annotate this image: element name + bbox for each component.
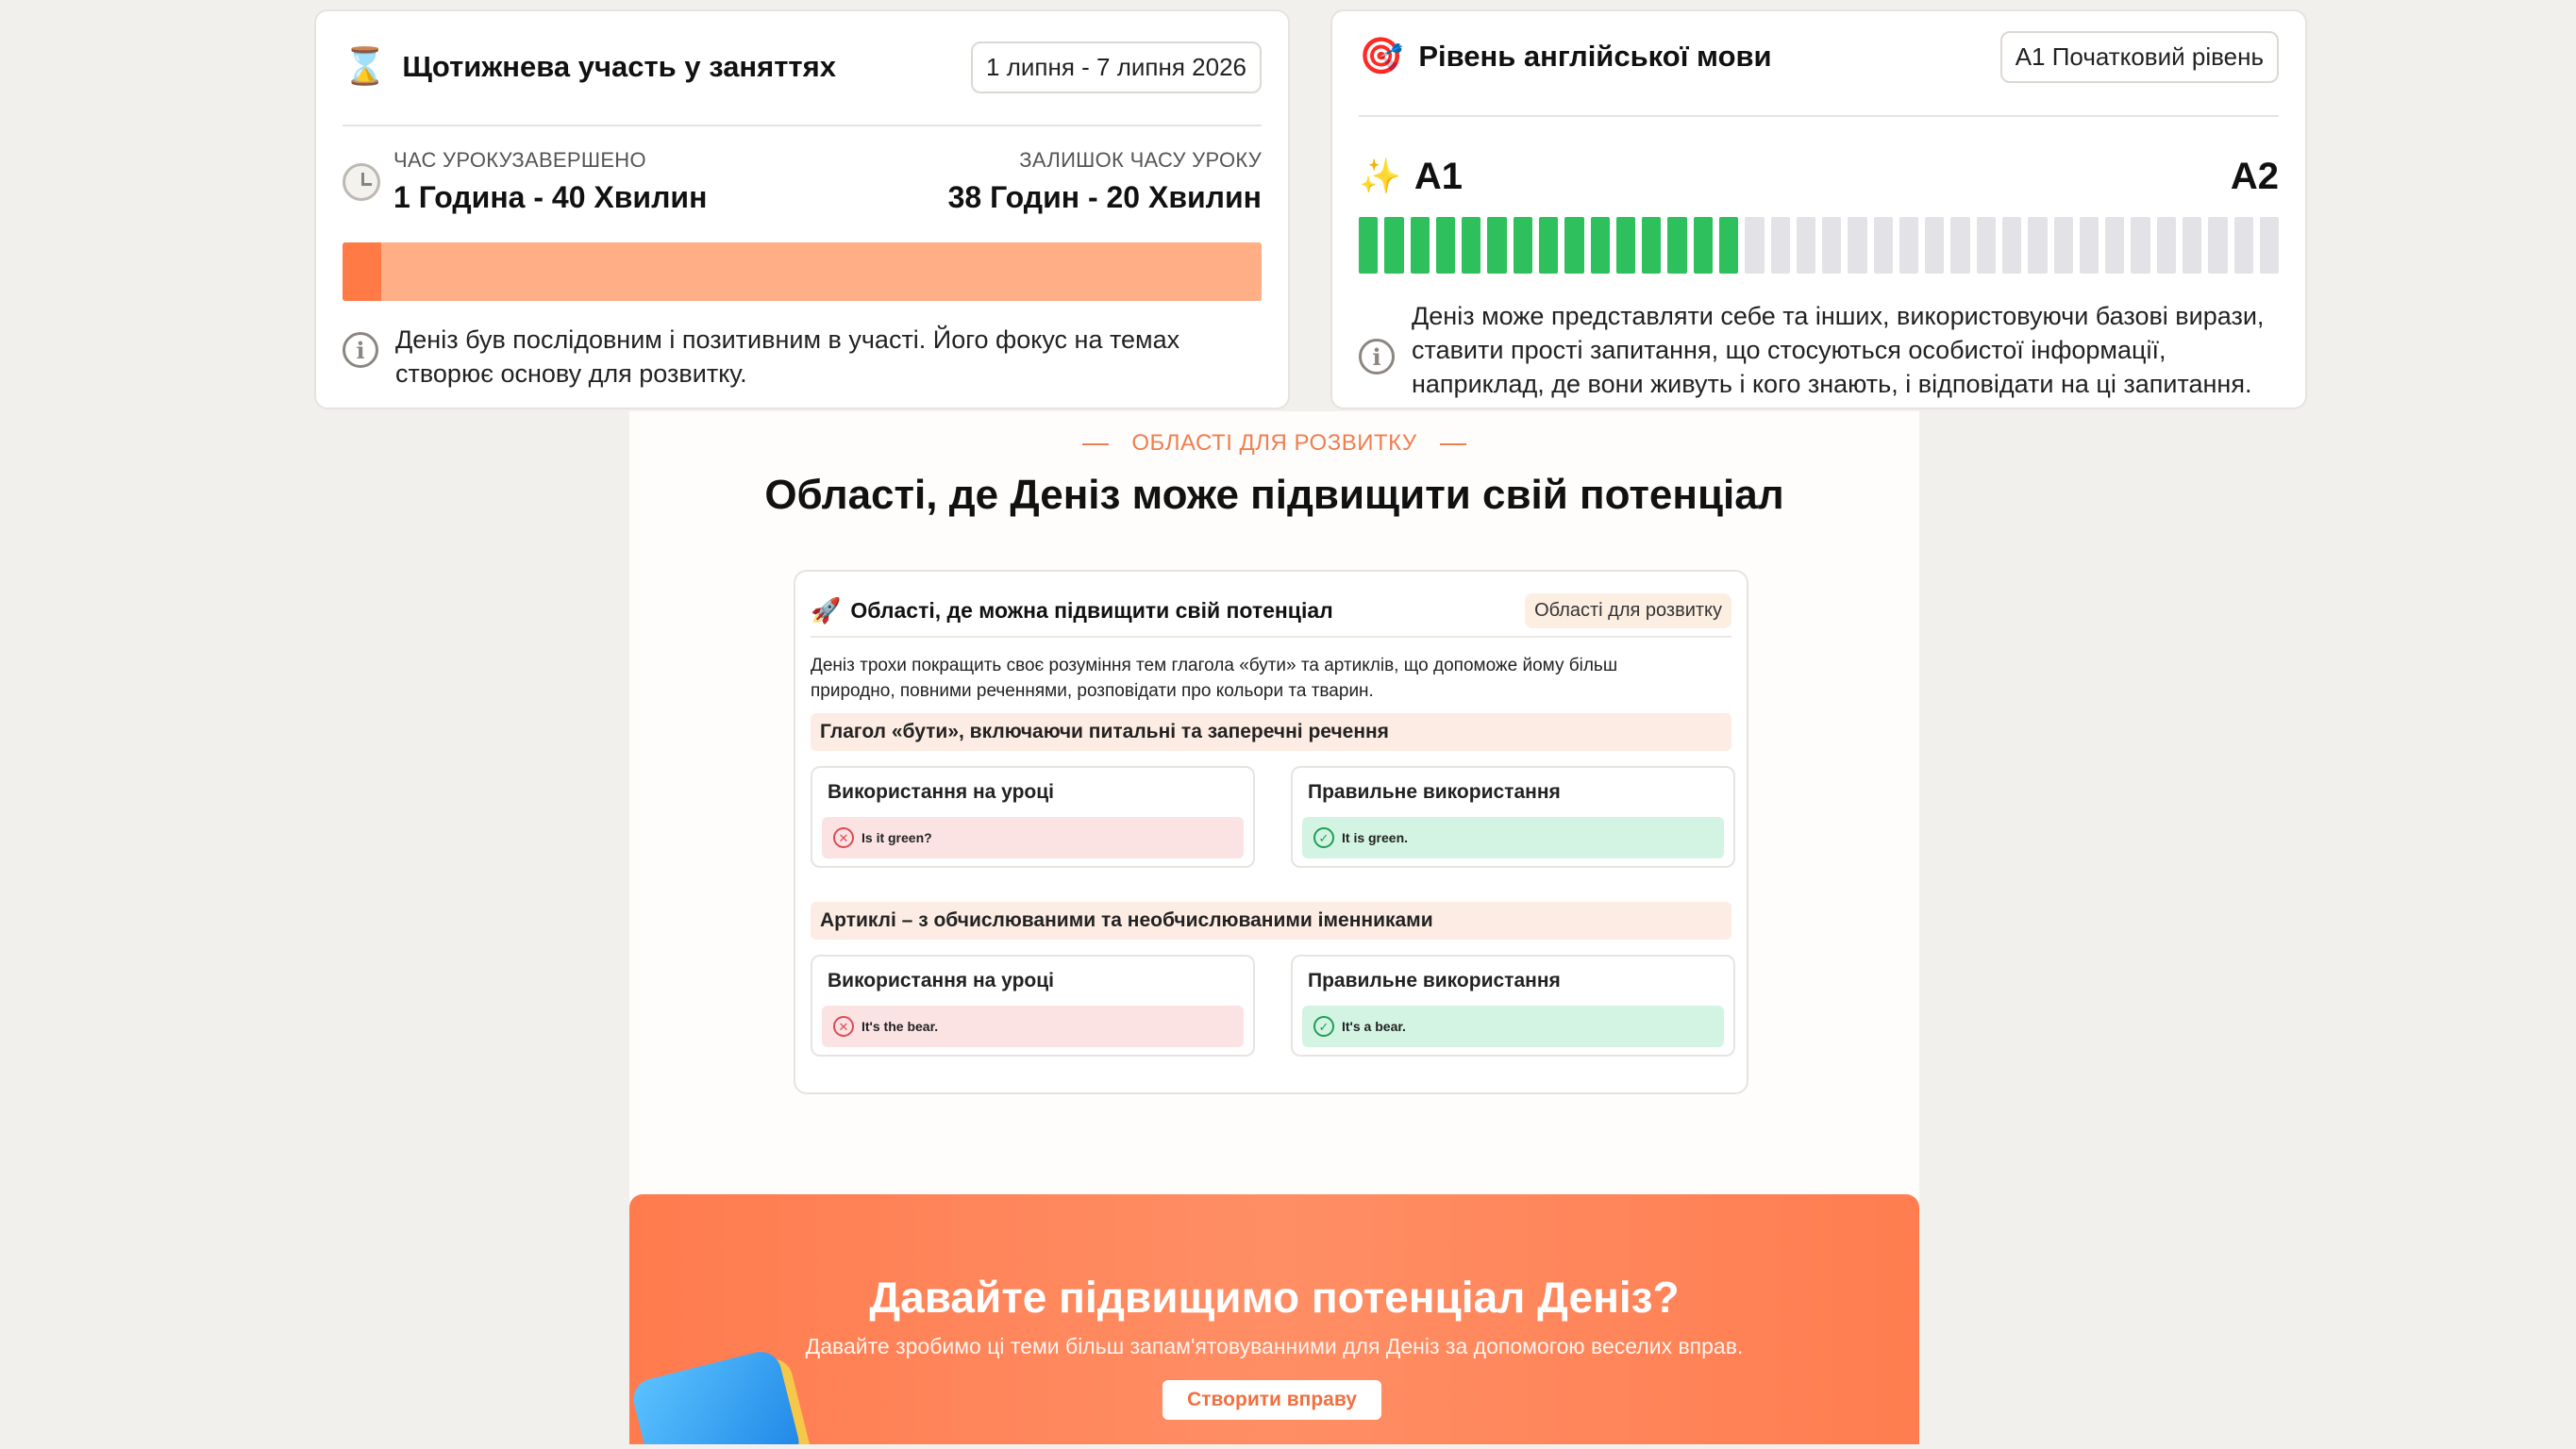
level-segment-empty: [2028, 217, 2047, 274]
rocket-icon: 🚀: [811, 595, 842, 625]
lesson-progress-bar: [343, 242, 1262, 301]
section-title: Області, де Деніз може підвищити свій потенціал: [764, 472, 1784, 518]
check-circle-icon: ✓: [1313, 1016, 1334, 1037]
correct-usage-box: [1291, 955, 1735, 1057]
growth-card-header: [811, 585, 1731, 638]
level-segment-filled: [1667, 217, 1686, 274]
current-level: A1: [1413, 155, 1463, 197]
lesson-usage-label: Використання на уроці: [828, 781, 1054, 803]
level-segment-empty: [2105, 217, 2124, 274]
completed-time-value: 1 Година - 40 Хвилин: [393, 180, 708, 214]
date-range-badge: 1 липня - 7 липня 2026: [971, 42, 1262, 93]
remaining-time-value: 38 Годин - 20 Хвилин: [947, 180, 1262, 214]
level-segment-filled: [1462, 217, 1480, 274]
card-title: Рівень англійської мови: [1418, 40, 1772, 73]
level-range: [1359, 153, 2279, 200]
level-note: [1359, 299, 2279, 401]
lesson-usage-example: [822, 1006, 1244, 1047]
level-segment-filled: [1694, 217, 1713, 274]
create-exercise-button[interactable]: Створити вправу: [1163, 1380, 1381, 1420]
lesson-usage-box: [811, 955, 1255, 1057]
card-title: Щотижнева участь у заняттях: [402, 50, 836, 83]
level-segment-empty: [1797, 217, 1815, 274]
lesson-usage-box: [811, 766, 1255, 868]
level-note-text: Деніз може представляти себе та інших, використовуючи базові вирази, ставити прості запитання, що стосуються особистої інформації, наприклад, де вони живуть і кого знають, і відповідати на ці запитання.: [1412, 302, 2265, 398]
level-segment-empty: [1822, 217, 1841, 274]
level-segment-filled: [1642, 217, 1661, 274]
correct-usage-box: [1291, 766, 1735, 868]
remaining-time-label: ЗАЛИШОК ЧАСУ УРОКУ: [1019, 148, 1262, 172]
section-kicker-text: ОБЛАСТІ ДЛЯ РОЗВИТКУ: [1131, 430, 1417, 456]
target-icon: 🎯: [1359, 37, 1404, 76]
growth-areas-card: [794, 570, 1748, 1094]
level-segment-empty: [2208, 217, 2227, 274]
time-stats: [343, 148, 1262, 233]
level-segment-filled: [1719, 217, 1738, 274]
level-segment-filled: [1616, 217, 1635, 274]
card-header: [1359, 19, 2279, 117]
next-level: A2: [2230, 155, 2279, 197]
correct-usage-example: [1302, 1006, 1724, 1047]
level-segment-empty: [1848, 217, 1866, 274]
growth-card-badge: Області для розвитку: [1525, 593, 1731, 628]
level-segment-filled: [1564, 217, 1583, 274]
level-segment-filled: [1384, 217, 1403, 274]
participation-note: [343, 323, 1262, 391]
topic-heading: Глагол «бути», включаючи питальні та заперечні речення: [811, 713, 1731, 751]
cta-banner: [629, 1194, 1919, 1444]
level-segment-empty: [1950, 217, 1969, 274]
correct-usage-label: Правильне використання: [1308, 970, 1561, 991]
level-segment-empty: [1899, 217, 1918, 274]
cta-subtitle: Давайте зробимо ці теми більш запам'ятовуванними для Деніз за допомогою веселих вправ.: [805, 1334, 1744, 1358]
correct-usage-text: It's a bear.: [1342, 1019, 1406, 1034]
hourglass-icon: ⌛: [343, 47, 388, 87]
level-segment-empty: [2131, 217, 2149, 274]
cross-circle-icon: ✕: [833, 827, 854, 848]
clock-icon: [343, 163, 380, 201]
level-segment-filled: [1591, 217, 1610, 274]
level-segment-empty: [1977, 217, 1996, 274]
lesson-usage-label: Використання на уроці: [828, 970, 1054, 991]
level-segment-filled: [1487, 217, 1506, 274]
section-kicker: [629, 430, 1919, 457]
cta-title: Давайте підвищимо потенціал Деніз?: [869, 1273, 1680, 1322]
decorative-illustration: [629, 1347, 803, 1444]
info-icon: i: [1359, 339, 1395, 375]
level-badge: A1 Початковий рівень: [2000, 31, 2279, 83]
lesson-usage-text: Is it green?: [861, 830, 932, 845]
level-segment-empty: [1771, 217, 1790, 274]
level-segment-empty: [2002, 217, 2021, 274]
check-circle-icon: ✓: [1313, 827, 1334, 848]
level-segment-empty: [2054, 217, 2073, 274]
level-progress-segments: [1359, 217, 2279, 274]
growth-card-description: Деніз трохи покращить своє розуміння тем глагола «бути» та артиклів, що допоможе йому більш природно, повними реченнями, розповідати про кольори та тварин.: [811, 656, 1618, 701]
level-segment-empty: [1874, 217, 1893, 274]
level-segment-filled: [1411, 217, 1430, 274]
level-segment-empty: [2234, 217, 2253, 274]
lesson-usage-text: It's the bear.: [861, 1019, 939, 1034]
growth-section: [629, 411, 1919, 1444]
level-segment-empty: [1745, 217, 1764, 274]
level-segment-filled: [1539, 217, 1558, 274]
correct-usage-text: It is green.: [1342, 830, 1409, 845]
sparkle-icon: ✨: [1359, 157, 1401, 195]
lesson-progress-fill: [343, 242, 381, 301]
level-segment-empty: [2260, 217, 2279, 274]
correct-usage-label: Правильне використання: [1308, 781, 1561, 803]
english-level-card: [1330, 9, 2307, 409]
level-segment-filled: [1436, 217, 1455, 274]
card-header: [343, 30, 1262, 126]
cross-circle-icon: ✕: [833, 1016, 854, 1037]
topic-heading: Артиклі – з обчислюваними та необчислюваними іменниками: [811, 902, 1731, 940]
level-segment-filled: [1359, 217, 1378, 274]
lesson-usage-example: [822, 817, 1244, 858]
info-icon: i: [343, 332, 378, 368]
growth-card-title: Області, де можна підвищити свій потенціал: [850, 597, 1333, 623]
weekly-participation-card: [314, 9, 1290, 409]
participation-note-text: Деніз був послідовним і позитивним в участі. Його фокус на темах створює основу для розвитку.: [395, 325, 1180, 388]
level-segment-empty: [2183, 217, 2201, 274]
level-segment-empty: [2080, 217, 2099, 274]
completed-time-label: ЧАС УРОКУЗАВЕРШЕНО: [393, 148, 646, 172]
level-segment-empty: [2157, 217, 2176, 274]
level-segment-filled: [1514, 217, 1532, 274]
correct-usage-example: [1302, 817, 1724, 858]
level-segment-empty: [1925, 217, 1944, 274]
